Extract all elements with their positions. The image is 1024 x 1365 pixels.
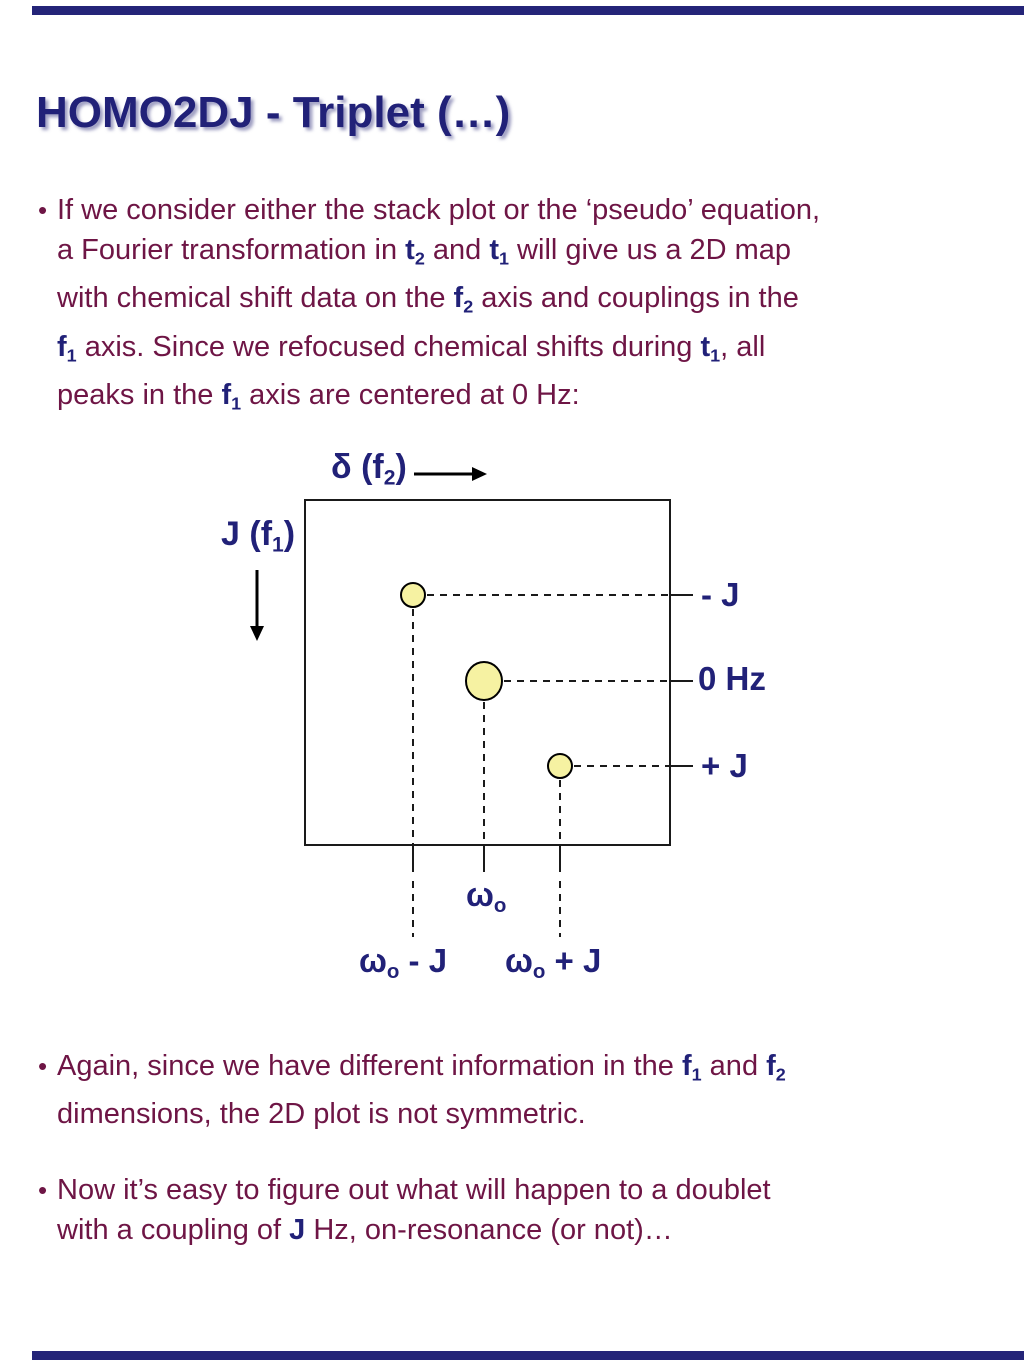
top-rule [32,6,1024,15]
text-line: • If we consider either the stack plot or the ‘pseudo’ equation, [38,190,820,230]
bullet-marker: • [38,1175,48,1205]
bullet-paragraph-intro [38,190,820,424]
col-label-omega-plus-j: $\omega_o + J$ [505,942,602,984]
diagram-canvas [0,430,1024,990]
bullet-marker: • [38,195,48,225]
row-label-zero-hz: 0 Hz [698,660,766,697]
f1-axis-arrow [250,570,264,641]
col-label-omega-minus-j: $\omega_o$ - J [359,942,448,984]
peak-circle-center [466,662,502,700]
text-line: • Again, since we have different information in the $f_1$ and $f_2$ [38,1046,786,1094]
text-line: with chemical shift data on the $f_2$ axis and couplings in the [57,282,799,317]
row-label-plus-j: + J [701,747,748,784]
bullet-marker: • [38,1051,48,1081]
peak-circle-minus-j [401,583,425,607]
peak-circle-plus-j [548,754,572,778]
row-label-minus-j: - J [701,576,740,613]
text-line: • Now it’s easy to figure out what will happen to a doublet [38,1170,771,1210]
f1-axis-label: J $(f_1)$ [221,515,296,557]
col-label-omega: $\omega_o$ [466,876,507,918]
slide-title: HOMO2DJ - Triplet (…) [36,88,511,137]
text-line: a Fourier transformation in $t_2$ and $t_1$ will give us a 2D map [57,234,792,269]
f2-axis-arrow [414,467,487,481]
text-line: $f_1$ axis. Since we refocused chemical shifts during $t_1$, all [57,330,766,366]
text-line: dimensions, the 2D plot is not symmetric. [57,1098,586,1131]
f2-axis-label: δ $(f_2)$ [331,448,407,490]
bullet-paragraph-doublet [38,1170,771,1250]
bullet-paragraph-symmetry [38,1046,786,1134]
text-line: with a coupling of J Hz, on-resonance (or not)… [57,1214,673,1246]
text-line: peaks in the $f_1$ axis are centered at 0 Hz: [57,379,580,414]
bottom-rule [32,1351,1024,1360]
